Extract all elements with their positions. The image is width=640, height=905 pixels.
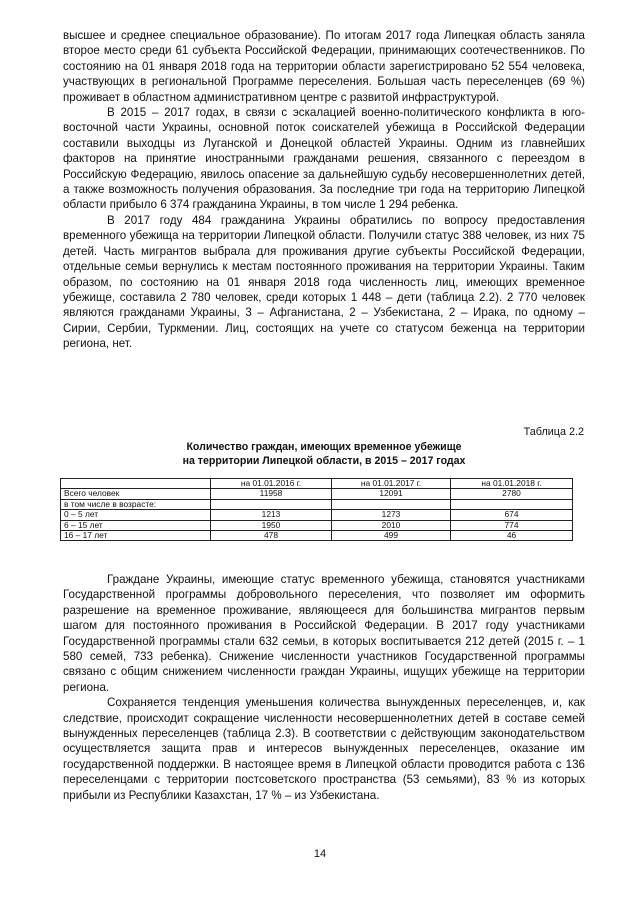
table-row [61,499,573,509]
table-cell: 46 [451,531,573,541]
table-cell [332,499,451,509]
table-header-cell [61,479,211,489]
table-cell: 674 [451,510,573,520]
table-cell [451,499,573,509]
paragraph-4: Граждане Украины, имеющие статус временного убежища, становятся участниками Государственной программы добровольного переселения, что позволяет им оформить разрешение на временное проживание, являющееся для большинства мигрантов первым шагом для постоянного проживания в Российской Федерации. В 2017 году участниками Государственной программы стали 632 семьи, в которых воспитывается 212 детей (2015 г. – 1 580 семей, 733 ребенка). Снижение численности участников Государственной программы связано с общим снижением численности граждан Украины, ищущих убежище на территории региона. [63,573,585,694]
table-label: Таблица 2.2 [523,426,584,438]
row-label: 6 – 15 лет [61,520,211,530]
row-label: 0 – 5 лет [61,510,211,520]
top-text [63,28,585,352]
table-row [61,510,573,520]
table-row [61,520,573,530]
table-cell: 1213 [211,510,332,520]
table-header-cell: на 01.01.2017 г. [332,479,451,489]
paragraph-3: В 2017 году 484 гражданина Украины обратились по вопросу предоставления временного убежища на территории Липецкой области. Получили статус 388 человек, из них 75 детей. Часть мигрантов выбрала для проживания другие субъекты Российской Федерации, отдельные семьи вернулись к местам постоянного проживания на территории Украины. Таким образом, по состоянию на 01 января 2018 года численность лиц, имеющих временное убежище, составила 2 780 человек, среди которых 1 448 – дети (таблица 2.2). 2 770 человек являются гражданами Украины, 3 – Афганистана, 2 – Узбекистана, 2 – Ирака, по одному – Сирии, Сербии, Туркмении. Лиц, состоящих на учете со статусом беженца на территории региона, нет. [63,213,585,351]
table-row [61,489,573,499]
table-cell: 1273 [332,510,451,520]
table-row [61,531,573,541]
table-cell: 478 [211,531,332,541]
table-title-line-1: Количество граждан, имеющих временное убежище [186,441,462,453]
table-cell: 12091 [332,489,451,499]
table-header-cell: на 01.01.2016 г. [211,479,332,489]
bottom-text [63,572,585,803]
table-cell: 2780 [451,489,573,499]
paragraph-2: В 2015 – 2017 годах, в связи с эскалацией военно-политического конфликта в юго-восточной части Украины, основной поток соискателей убежища в Российской Федерации составили выходцы из Луганской и Донецкой областей Украины. Одним из главнейших факторов на принятие иностранными гражданами решения, связанного с переездом в Российскую Федерацию, явилось опасение за дальнейшую судьбу несовершеннолетних детей, а также возможность получения образования. За последние три года на территорию Липецкой области прибыло 6 374 гражданина Украины, в том числе 1 294 ребенка. [63,106,585,212]
table-cell: 2010 [332,520,451,530]
data-table [60,478,573,541]
table-header-cell: на 01.01.2018 г. [451,479,573,489]
page-number: 14 [313,848,327,860]
table-header-row [61,479,573,489]
table-title-line-2: на территории Липецкой области, в 2015 – 2017 годах [182,455,466,468]
row-label: 16 – 17 лет [61,531,211,541]
row-label: Всего человек [61,489,211,499]
paragraph-5: Сохраняется тенденция уменьшения количества вынужденных переселенцев, и, как следствие, происходит сокращение численности несовершеннолетних детей в составе семей вынужденных переселенцев (таблица 2.3). В соответствии с действующим законодательством осуществляется защита прав и интересов вынужденных переселенцев, оказание им государственной поддержки. В настоящее время в Липецкой области проводится работа с 136 переселенцами с территории постсоветского пространства (53 семьями), 83 % из которых прибыли из Республики Казахстан, 17 % – из Узбекистана. [63,696,585,802]
table-cell: 11958 [211,489,332,499]
table-title [63,440,585,469]
row-label: в том числе в возрасте: [61,499,211,509]
table-cell: 499 [332,531,451,541]
table-cell: 774 [451,520,573,530]
paragraph-1: высшее и среднее специальное образование). По итогам 2017 года Липецкая область заняла второе место среди 61 субъекта Российской Федерации, принимающих соотечественников. По состоянию на 01 января 2018 года на территории области зарегистрировано 52 554 человека, участвующих в региональной Программе переселения. Большая часть переселенцев (69 %) проживает в областном административном центре с развитой инфраструктурой. [63,29,585,104]
table-cell [211,499,332,509]
table-cell: 1950 [211,520,332,530]
